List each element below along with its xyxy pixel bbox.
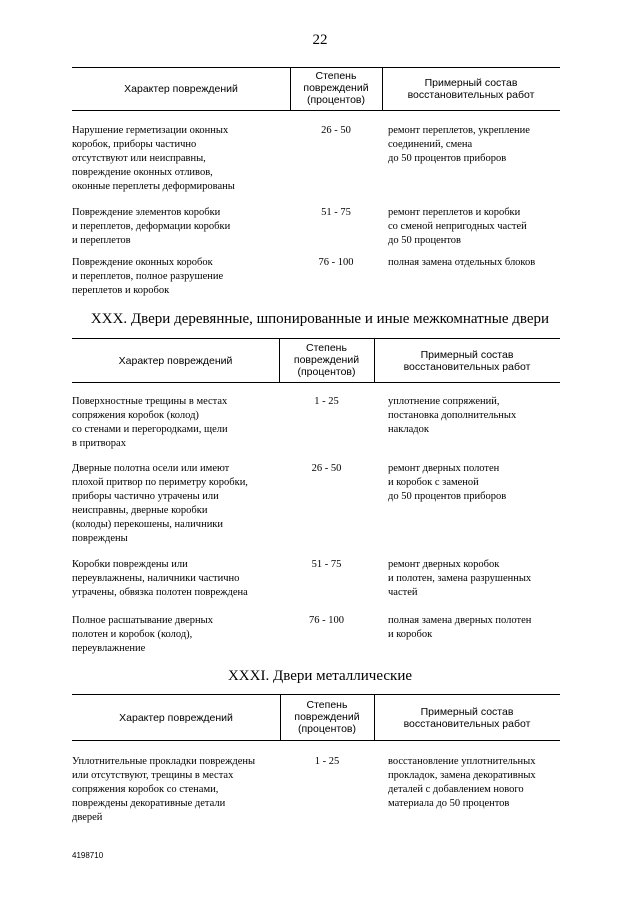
table2-row2-degree: 26 - 50 — [311, 463, 342, 474]
table1-header-works: Примерный состав восстановительных работ — [407, 77, 535, 101]
table2-header-bottom-border — [72, 382, 560, 383]
section-title-metal-doors: XXXI. Двери металлические — [227, 668, 413, 684]
table3-row1-degree: 1 - 25 — [314, 756, 340, 767]
table1-row1-damage: Нарушение герметизации оконных коробок, приборы частично отсутствуют или неисправны, повреждение оконных отливов, оконные переплеты деформированы — [72, 125, 235, 192]
table2-row4-works: полная замена дверных полотен и коробок — [388, 615, 532, 640]
table1-header-degree: Степень повреждений (процентов) — [303, 70, 369, 106]
table2-row2-damage: Дверные полотна осели или имеют плохой притвор по периметру коробки, приборы частично утрачены или неисправны, дверные коробки (колоды) перекошены, наличники повреждены — [72, 463, 248, 544]
table1-row2-damage: Повреждение элементов коробки и переплетов, деформации коробки и переплетов — [72, 207, 231, 246]
table3-row1-works: восстановление уплотнительных прокладок, замена декоративных деталей с добавлением нового материала до 50 процентов — [388, 756, 536, 809]
table3-header-bottom-border — [72, 740, 560, 741]
table1-row1-degree: 26 - 50 — [321, 125, 351, 136]
table1-row2-degree: 51 - 75 — [321, 207, 351, 218]
document-code: 4198710 — [72, 851, 104, 860]
table2-row3-degree: 51 - 75 — [311, 559, 342, 570]
table2-row2-works: ремонт дверных полотен и коробок с заменой до 50 процентов приборов — [388, 463, 507, 502]
section-title-wooden-doors: XXX. Двери деревянные, шпонированные и иные межкомнатные двери — [90, 311, 550, 327]
table2-row1-degree: 1 - 25 — [314, 396, 339, 407]
table2-row4-damage: Полное расшатывание дверных полотен и коробок (колод), переувлажнение — [72, 615, 213, 654]
table3-header-works: Примерный состав восстановительных работ — [403, 706, 531, 730]
table1-row3-degree: 76 - 100 — [318, 257, 354, 268]
table2-header-degree: Степень повреждений (процентов) — [293, 342, 360, 378]
table1-row2-works: ремонт переплетов и коробки со сменой непригодных частей до 50 процентов — [388, 207, 527, 246]
table2-header-damage: Характер повреждений — [118, 355, 233, 367]
table1-header-damage: Характер повреждений — [124, 83, 238, 95]
table1-row1-works: ремонт переплетов, укрепление соединений, смена до 50 процентов приборов — [388, 125, 530, 164]
table2-row3-damage: Коробки повреждены или переувлажнены, наличники частично утрачены, обвязка полотен повреждена — [72, 559, 248, 598]
table1-header-bottom-border — [72, 110, 560, 111]
table3-header-degree: Степень повреждений (процентов) — [294, 699, 360, 735]
table1-header-top-border — [72, 67, 560, 68]
table1-row3-works: полная замена отдельных блоков — [388, 257, 536, 268]
table1-row3-damage: Повреждение оконных коробок и переплетов, полное разрушение переплетов и коробок — [72, 257, 224, 296]
table2-row4-degree: 76 - 100 — [309, 615, 344, 626]
table2-header-top-border — [72, 338, 560, 339]
table2-row1-damage: Поверхностные трещины в местах сопряжения коробок (колод) со стенами и перегородками, щели в притворах — [72, 396, 228, 449]
table2-header-works: Примерный состав восстановительных работ — [403, 349, 531, 373]
page-number: 22 — [312, 32, 328, 48]
table2-row3-works: ремонт дверных коробок и полотен, замена разрушенных частей — [388, 559, 532, 598]
table3-row1-damage: Уплотнительные прокладки повреждены или отсутствуют, трещины в местах сопряжения коробок со стенами, повреждены декоративные детали дверей — [72, 756, 256, 823]
table3-header-top-border — [72, 694, 560, 695]
table3-header-damage: Характер повреждений — [119, 712, 233, 724]
table2-row1-works: уплотнение сопряжений, постановка дополнительных накладок — [388, 396, 517, 435]
